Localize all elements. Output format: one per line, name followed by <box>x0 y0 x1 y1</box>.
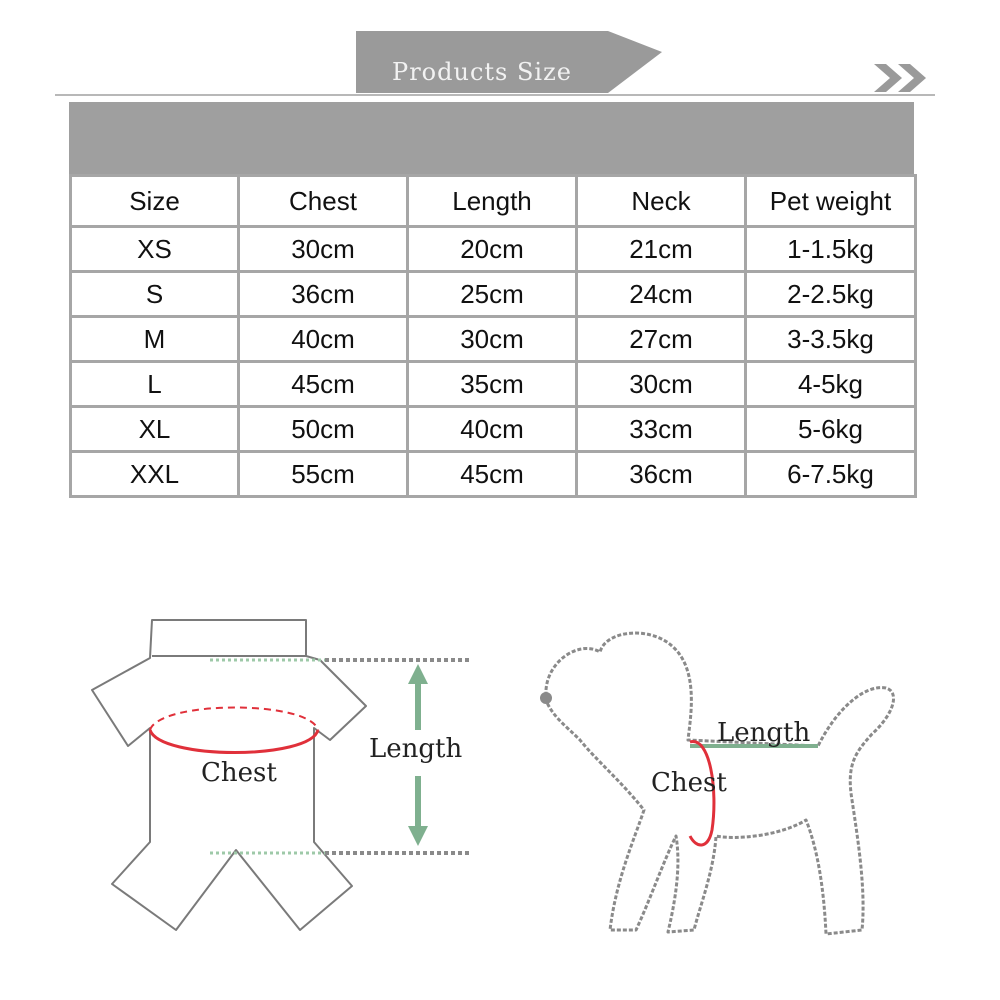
table-cell: L <box>71 362 239 407</box>
table-cell: 40cm <box>239 317 408 362</box>
table-cell: 45cm <box>408 452 577 497</box>
table-cell: 55cm <box>239 452 408 497</box>
table-cell: 40cm <box>408 407 577 452</box>
table-cell: S <box>71 272 239 317</box>
table-cell: 20cm <box>408 227 577 272</box>
table-cell: 1-1.5kg <box>746 227 916 272</box>
table-cell: 5-6kg <box>746 407 916 452</box>
table-cell: 36cm <box>239 272 408 317</box>
table-cell: 50cm <box>239 407 408 452</box>
column-header: Pet weight <box>746 176 916 227</box>
table-cell: 24cm <box>577 272 746 317</box>
table-cell: 3-3.5kg <box>746 317 916 362</box>
table-cell: XL <box>71 407 239 452</box>
column-header: Chest <box>239 176 408 227</box>
table-cell: 30cm <box>408 317 577 362</box>
column-header: Size <box>71 176 239 227</box>
dog-chest-label: Chest <box>651 768 727 798</box>
table-cell: M <box>71 317 239 362</box>
dog-length-label: Length <box>717 718 811 748</box>
table-cell: 36cm <box>577 452 746 497</box>
table-cell: 2-2.5kg <box>746 272 916 317</box>
table-cell: 25cm <box>408 272 577 317</box>
table-cell: 30cm <box>577 362 746 407</box>
table-cell: 45cm <box>239 362 408 407</box>
table-cell: 30cm <box>239 227 408 272</box>
table-cell: 27cm <box>577 317 746 362</box>
column-header: Neck <box>577 176 746 227</box>
table-cell: 6-7.5kg <box>746 452 916 497</box>
table-cell: XXL <box>71 452 239 497</box>
table-cell: 21cm <box>577 227 746 272</box>
table-cell: 4-5kg <box>746 362 916 407</box>
table-cell: 35cm <box>408 362 577 407</box>
page-title: Products Size <box>392 58 572 86</box>
table-cell: XS <box>71 227 239 272</box>
garment-chest-label: Chest <box>201 758 277 788</box>
column-header: Length <box>408 176 577 227</box>
garment-length-label: Length <box>369 734 463 764</box>
table-cell: 33cm <box>577 407 746 452</box>
